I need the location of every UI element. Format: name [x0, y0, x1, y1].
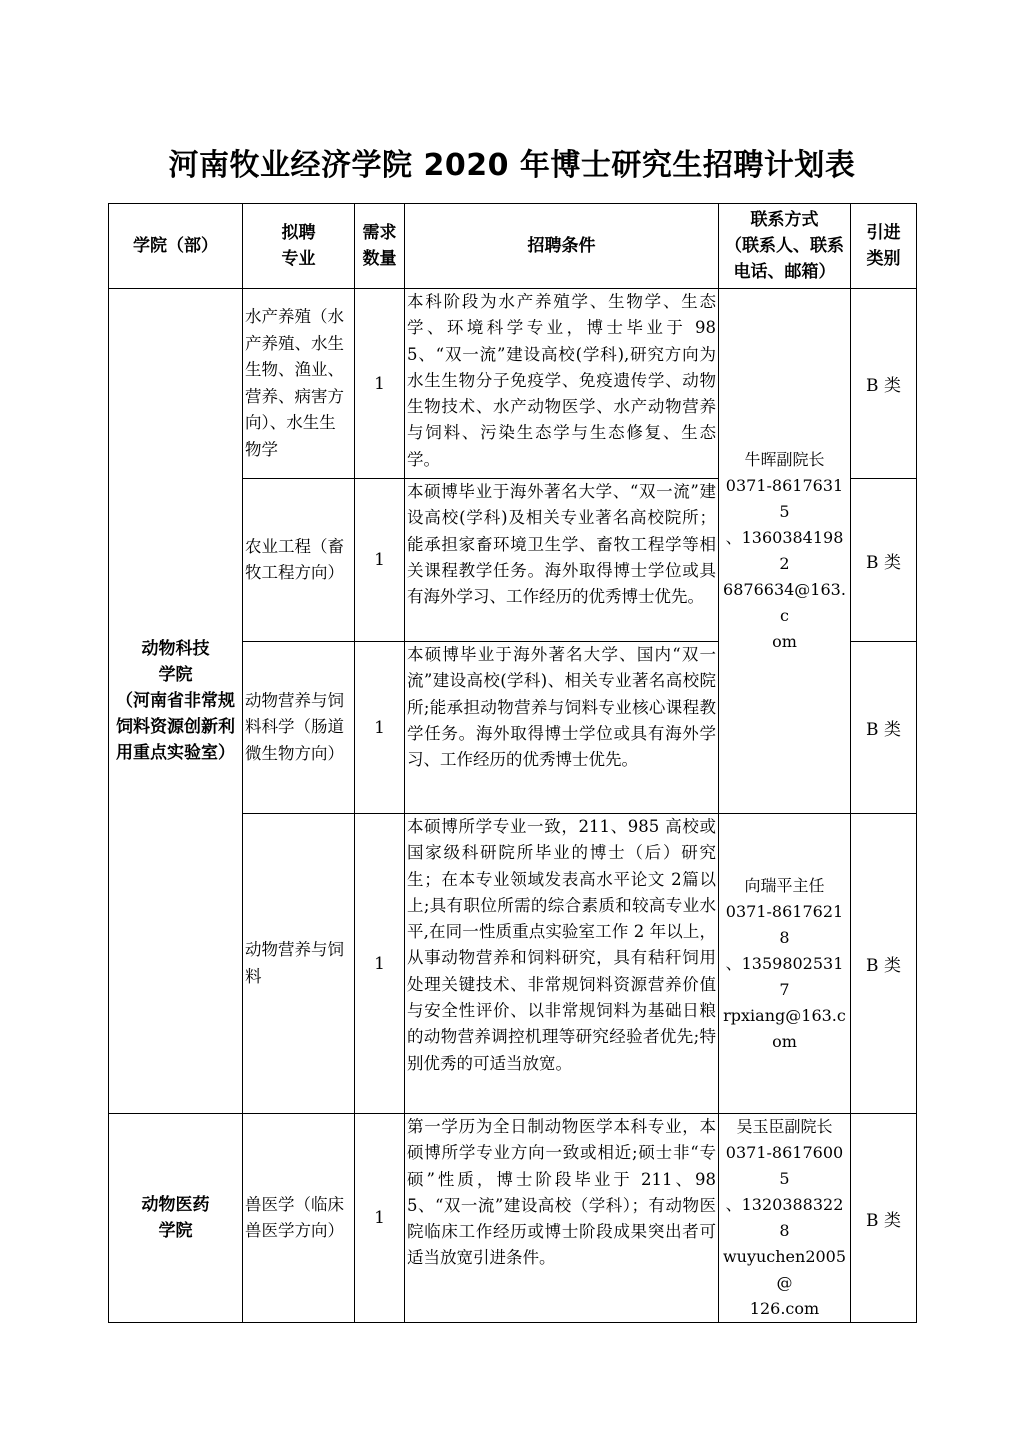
major-cell: 农业工程（畜牧工程方向）	[243, 479, 355, 642]
header-row	[109, 204, 917, 289]
header-contact-line3: 电话、邮箱）	[733, 262, 836, 282]
contact-line: wuyuchen2005@	[722, 1247, 847, 1292]
category-cell: B 类	[851, 289, 917, 479]
contact-line: om	[772, 632, 797, 651]
contact-line: 、13603841982	[725, 528, 844, 573]
contact-line: 、13598025317	[725, 953, 844, 999]
contact-line: 、13203883228	[725, 1195, 844, 1240]
header-college: 学院（部）	[109, 204, 243, 289]
college-line: 动物科技	[141, 639, 210, 659]
conditions-cell: 本科阶段为水产养殖学、生物学、生态学、环境科学专业，博士毕业于 985、“双一流”建设高校(学科),研究方向为水生生物分子免疫学、免疫遗传学、动物生物技术、水产动物医学、水产动物营养与饲料、污染生态学与生态修复、生态学。	[405, 289, 719, 479]
page-title: 河南牧业经济学院 2020 年博士研究生招聘计划表	[168, 148, 856, 183]
college-line: （河南省非常规	[116, 691, 235, 711]
header-contact-line2: （联系人、联系	[725, 236, 844, 256]
contact-line: 126.com	[749, 1299, 820, 1318]
table-row	[109, 289, 917, 479]
contact-line: 吴玉臣副院长	[736, 1117, 833, 1136]
contact-line: 0371-86176005	[725, 1143, 844, 1188]
college-line: 用重点实验室）	[116, 743, 235, 763]
conditions-cell: 第一学历为全日制动物医学本科专业，本硕博所学专业方向一致或相近;硕士非“专硕”性质，博士阶段毕业于 211、985、“双一流”建设高校（学科）；有动物医院临床工作经历或博士阶段成果突出者可适当放宽引进条件。	[405, 1114, 719, 1323]
header-contact	[719, 204, 851, 289]
category-cell: B 类	[851, 814, 917, 1114]
conditions-cell: 本硕博毕业于海外著名大学、“双一流”建设高校(学科)及相关专业著名高校院所；能承担家畜环境卫生学、畜牧工程学等相关课程教学任务。海外取得博士学位或具有海外学习、工作经历的优秀博士优先。	[405, 479, 719, 642]
college-line: 学院	[158, 1221, 193, 1241]
recruitment-table	[108, 203, 917, 1323]
college-cell	[109, 289, 243, 1114]
contact-line: 牛晖副院长	[744, 450, 825, 469]
contact-line: 0371-86176218	[725, 901, 844, 947]
college-line: 饲料资源创新利	[116, 717, 235, 737]
header-major-line2: 专业	[281, 249, 316, 269]
header-category-line2: 类别	[866, 249, 901, 269]
major-cell: 动物营养与饲料科学（肠道微生物方向）	[243, 642, 355, 814]
header-category-line1: 引进	[866, 223, 901, 243]
header-quantity	[355, 204, 405, 289]
college-line: 动物医药	[141, 1195, 210, 1215]
header-conditions: 招聘条件	[405, 204, 719, 289]
major-cell: 水产养殖（水产养殖、水生生物、渔业、营养、病害方向）、水生生物学	[243, 289, 355, 479]
category-cell: B 类	[851, 1114, 917, 1323]
table-row	[109, 1114, 917, 1323]
header-major-line1: 拟聘	[281, 223, 316, 243]
quantity-cell: 1	[355, 289, 405, 479]
header-quantity-line2: 数量	[362, 249, 397, 269]
header-contact-line1: 联系方式	[750, 210, 819, 230]
contact-line: 6876634@163.c	[723, 580, 846, 625]
conditions-cell: 本硕博所学专业一致，211、985 高校或国家级科研院所毕业的博士（后）研究生；在本专业领域发表高水平论文 2篇以上;具有职位所需的综合素质和较高专业水平,在同一性质重点实验室工作 2 年以上，从事动物营养和饲料研究，具有秸秆饲用处理关键技术、非常规饲料资源营养价值与安全性评价、以非常规饲料为基础日粮的动物营养调控机理等研究经验者优先;特别优秀的可适当放宽。	[405, 814, 719, 1114]
header-category	[851, 204, 917, 289]
category-cell: B 类	[851, 642, 917, 814]
conditions-cell: 本硕博毕业于海外著名大学、国内“双一流”建设高校(学科)、相关专业著名高校院所;能承担动物营养与饲料专业核心课程教学任务。海外取得博士学位或具有海外学习、工作经历的优秀博士优先。	[405, 642, 719, 814]
contact-line: 向瑞平主任	[744, 875, 825, 895]
header-major	[243, 204, 355, 289]
major-cell: 兽医学（临床兽医学方向）	[243, 1114, 355, 1323]
header-quantity-line1: 需求	[362, 223, 397, 243]
contact-line: om	[772, 1031, 797, 1051]
contact-line: rpxiang@163.c	[723, 1005, 846, 1025]
contact-cell	[719, 1114, 851, 1323]
contact-cell	[719, 289, 851, 814]
quantity-cell: 1	[355, 479, 405, 642]
college-cell	[109, 1114, 243, 1323]
college-line: 学院	[158, 665, 193, 685]
quantity-cell: 1	[355, 814, 405, 1114]
major-cell: 动物营养与饲料	[243, 814, 355, 1114]
contact-cell	[719, 814, 851, 1114]
quantity-cell: 1	[355, 1114, 405, 1323]
contact-line: 0371-86176315	[725, 476, 844, 521]
quantity-cell: 1	[355, 642, 405, 814]
category-cell: B 类	[851, 479, 917, 642]
